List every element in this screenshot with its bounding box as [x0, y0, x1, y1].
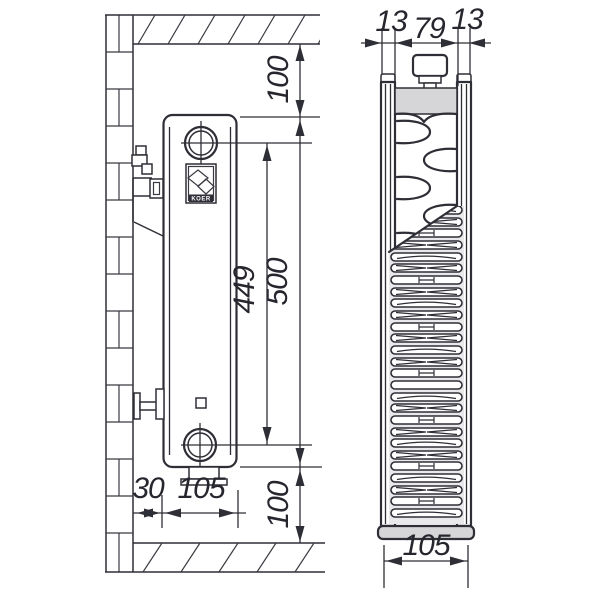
floor-hatch [105, 543, 352, 572]
dim-label-port-spacing: 449 [228, 266, 261, 314]
brick-wall [106, 15, 133, 572]
dim-label-ceiling-clearance: 100 [262, 56, 295, 104]
dim-label-depth: 105 [177, 472, 225, 505]
air-vent-valve [413, 55, 447, 91]
front-view [361, 3, 491, 588]
dim-label-floor-clearance: 100 [262, 481, 295, 529]
side-view [105, 15, 352, 572]
front-grille [389, 206, 464, 524]
top-header [395, 88, 457, 122]
dim-label-core-width: 79 [413, 12, 445, 45]
drain-plug [196, 398, 206, 408]
wall-bracket-bottom [134, 389, 164, 419]
dim-label-wall-gap: 30 [132, 472, 164, 505]
dim-label-radiator-height: 500 [261, 258, 294, 306]
dim-label-left-panel-width: 13 [375, 5, 407, 38]
dim-label-right-panel-width: 13 [451, 3, 483, 36]
wall-bracket-top [132, 146, 163, 236]
ceiling-hatch [105, 15, 335, 44]
brand-logo-text: KOER [191, 196, 211, 203]
dim-wall-gap-and-depth [132, 472, 246, 528]
brand-logo [186, 164, 216, 203]
dim-label-overall-width: 105 [402, 529, 450, 562]
dim-floor-clearance [262, 470, 305, 542]
